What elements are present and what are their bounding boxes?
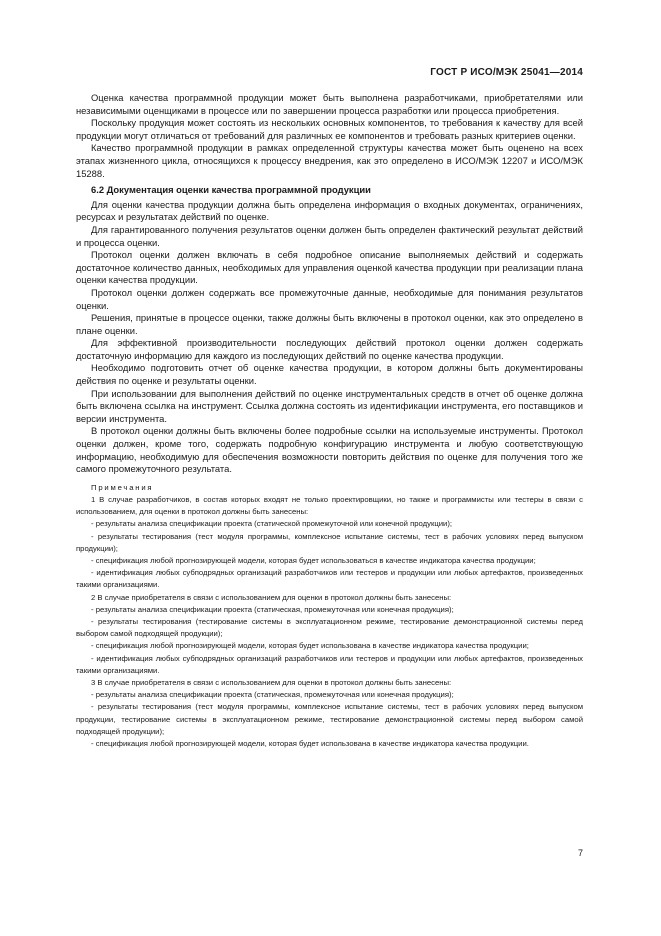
paragraph: Протокол оценки должен содержать все промежуточные данные, необходимые для понимания результатов оценки. — [76, 286, 583, 311]
intro-paragraphs — [76, 92, 583, 180]
note-item: - результаты тестирования (тестирование системы в эксплуатационном режиме, тестирование демонстрационной системы перед выбором самой подходящей продукции); — [76, 617, 583, 639]
note-item: - результаты анализа спецификации проекта (статическая, промежуточная или конечная продукция); — [91, 690, 454, 700]
document-body — [76, 92, 583, 750]
note-item: - идентификация любых субподрядных организаций разработчиков или тестеров и продукции или любых артефактов, произведенных такими организациями. — [76, 568, 583, 590]
note-item: 3 В случае приобретателя в связи с использованием для оценки в протокол должны быть занесены: — [91, 678, 452, 688]
notes-title: Примечания — [91, 482, 154, 492]
page-number: 7 — [577, 848, 583, 858]
section-paragraphs — [76, 199, 583, 476]
note-item: 2 В случае приобретателя в связи с использованием для оценки в протокол должны быть занесены: — [91, 592, 452, 602]
note-item: - результаты тестирования (тест модуля программы, комплексное испытание системы, тест в рабочих условиях перед выпуском продукции); — [76, 531, 583, 553]
paragraph: Поскольку продукция может состоять из нескольких основных компонентов, то требования к качеству для всей продукции могут отличаться от требований для различных ее компонентов и требовать разных критериев оценки. — [76, 117, 583, 141]
paragraph: В протокол оценки должны быть включены более подробные ссылки на используемые инструменты. Протокол оценки должен, кроме того, содержать подробную конфигурацию инструмента и любую соответствующую информацию, необходимую для обеспечения возможности повторить действия по оценке для получения того же самого промежуточного результата. — [76, 425, 583, 475]
note-item: - спецификация любой прогнозирующей модели, которая будет использоваться в качестве индикатора качества продукции; — [91, 556, 536, 566]
paragraph: Качество программной продукции в рамках определенной структуры качества может быть оценено на всех этапах жизненного цикла, относящихся к процессу внедрения, как это определено в ИСО/МЭК 12207 и ИСО/МЭК 15288. — [76, 142, 583, 179]
note-item: - результаты тестирования (тест модуля программы, комплексное испытание системы, тест в рабочих условиях перед выпуском продукции, тестирование системы в эксплуатационном режиме, тестирование демонстрационной системы перед выбором самой подходящей продукции); — [76, 702, 583, 736]
note-item: - результаты анализа спецификации проекта (статической промежуточной или конечной продукции); — [91, 519, 453, 529]
notes-block — [76, 482, 583, 750]
note-item: - спецификация любой прогнозирующей модели, которая будет использована в качестве индикатора качества продукции. — [91, 739, 529, 749]
note-item: - идентификация любых субподрядных организаций разработчиков или тестеров и продукции или любых артефактов, произведенных такими организациями. — [76, 653, 583, 675]
paragraph: Необходимо подготовить отчет об оценке качества продукции, в котором должны быть документированы действия по оценке и результаты оценки. — [76, 362, 583, 387]
paragraph: Для эффективной производительности последующих действий протокол оценки должен содержать достаточную информацию для каждого из последующих действий по оценке качества продукции. — [76, 337, 583, 361]
note-item: - результаты анализа спецификации проекта (статическая, промежуточная или конечная продукция); — [91, 604, 454, 614]
paragraph: При использовании для выполнения действий по оценке инструментальных средств в отчет об оценке должна быть включена ссылка на инструмент. Ссылка должна состоять из идентификации инструмента, его поставщиков и версии инструмента. — [76, 387, 583, 424]
note-item: - спецификация любой прогнозирующей модели, которая будет использована в качестве индикатора качества продукции; — [91, 641, 529, 651]
section-heading: 6.2 Документация оценки качества программной продукции — [91, 184, 371, 196]
note-item: 1 В случае разработчиков, в состав которых входят не только проектировщики, но также и программисты или тестеры в связи с использованием, для оценки в протокол должны быть занесены: — [76, 495, 583, 517]
document-header: ГОСТ Р ИСО/МЭК 25041—2014 — [430, 67, 583, 78]
paragraph: Для гарантированного получения результатов оценки должен быть определен фактический результат действий и процесса оценки. — [76, 223, 583, 248]
paragraph: Протокол оценки должен включать в себя подробное описание выполняемых действий и содержать достаточное количество данных, необходимых для управления оценкой качества продукции при реализации плана оценки качества продукции. — [76, 249, 583, 286]
paragraph: Оценка качества программной продукции может быть выполнена разработчиками, приобретателями или независимыми оценщиками в процессе или по завершении процесса разработки или процесса приобретения. — [76, 92, 583, 116]
paragraph: Для оценки качества продукции должна быть определена информация о входных документах, ограничениях, ресурсах и результатах действий по оценке. — [76, 198, 583, 223]
paragraph: Решения, принятые в процессе оценки, также должны быть включены в протокол оценки, как это определено в плане оценки. — [76, 312, 583, 336]
